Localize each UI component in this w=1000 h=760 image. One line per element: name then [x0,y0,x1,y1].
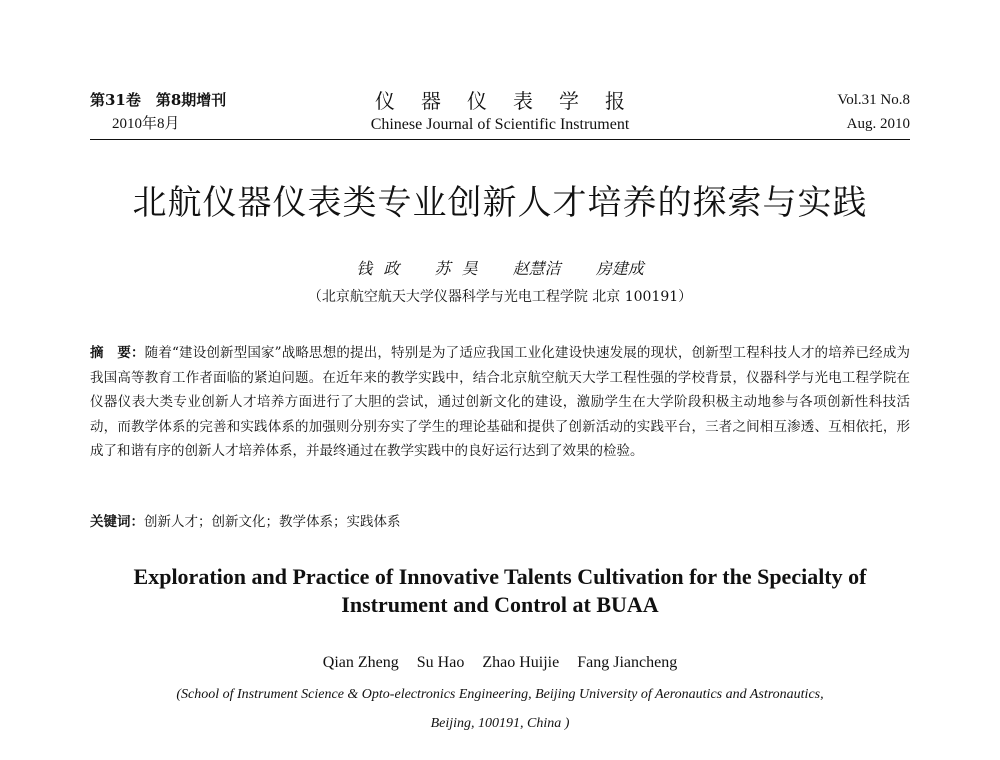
header-right [837,88,910,136]
volume-en: Vol.31 No.8 [837,92,910,108]
affiliation-cn: （北京航空航天大学仪器科学与光电工程学院 北京 100191） [307,289,693,305]
abstract-text: 随着“建设创新型国家”战略思想的提出，特别是为了适应我国工业化建设快速发展的现状，创新型工程科技人才的培养已经成为我国高等教育工作者面临的紧迫问题。在近年来的教学实践中，结合北京航空航天大学工程性强的学校背景，仪器科学与光电工程学院在仪器仪表大类专业创新人才培养方面进行了大胆的尝试，通过创新文化的建设，激励学生在大学阶段积极主动地参与各项创新性科技活动，而教学体系的完善和实践体系的加强则分别夯实了学生的理论基础和提供了创新活动的实践平台，三者之间相互渗透、互相依托，形成了和谐有序的创新人才培养体系，并最终通过在教学实践中的良好运行达到了效果的检验。 [90,345,910,459]
author-en: Qian Zheng [322,654,399,671]
paper-title-cn: 北航仪器仪表类专业创新人才培养的探索与实践 [132,183,868,223]
paper-title-en [70,563,930,619]
header-center [90,88,910,136]
journal-header [90,88,910,138]
authors-en [0,654,1000,672]
abstract-label: 摘 要： [90,345,145,361]
author-en: Su Hao [416,654,465,671]
affiliation-en-line1: (School of Instrument Science & Opto-electronics Engineering, Beijing University of Aeronautics and Astronautics, [176,687,824,702]
author-en: Zhao Huijie [482,654,560,671]
author-cn: 房建成 [595,259,644,278]
header-rule [90,139,910,140]
volume-issue: 第31卷 第8期增刊 [90,91,227,109]
journal-name-en: Chinese Journal of Scientific Instrument [370,116,630,133]
affiliation-en-line2: Beijing, 100191, China ) [430,716,570,731]
authors-cn [0,256,1000,279]
author-en: Fang Jiancheng [577,654,678,671]
author-cn: 苏 昊 [434,259,478,278]
keywords-text: 创新人才；创新文化；教学体系；实践体系 [144,514,401,530]
date-en: Aug. 2010 [846,116,910,132]
date-cn: 2010年8月 [112,116,180,132]
title-en-line2: Instrument and Control at BUAA [341,592,659,617]
keywords-label: 关键词： [90,514,144,530]
keywords [90,510,910,534]
author-cn: 赵慧洁 [512,259,561,278]
affiliation-en [90,680,910,738]
title-en-line1: Exploration and Practice of Innovative Talents Cultivation for the Specialty of [133,564,867,589]
author-cn: 钱 政 [356,259,400,278]
journal-name-cn: 仪器仪表学报 [375,89,651,113]
abstract [90,341,910,464]
